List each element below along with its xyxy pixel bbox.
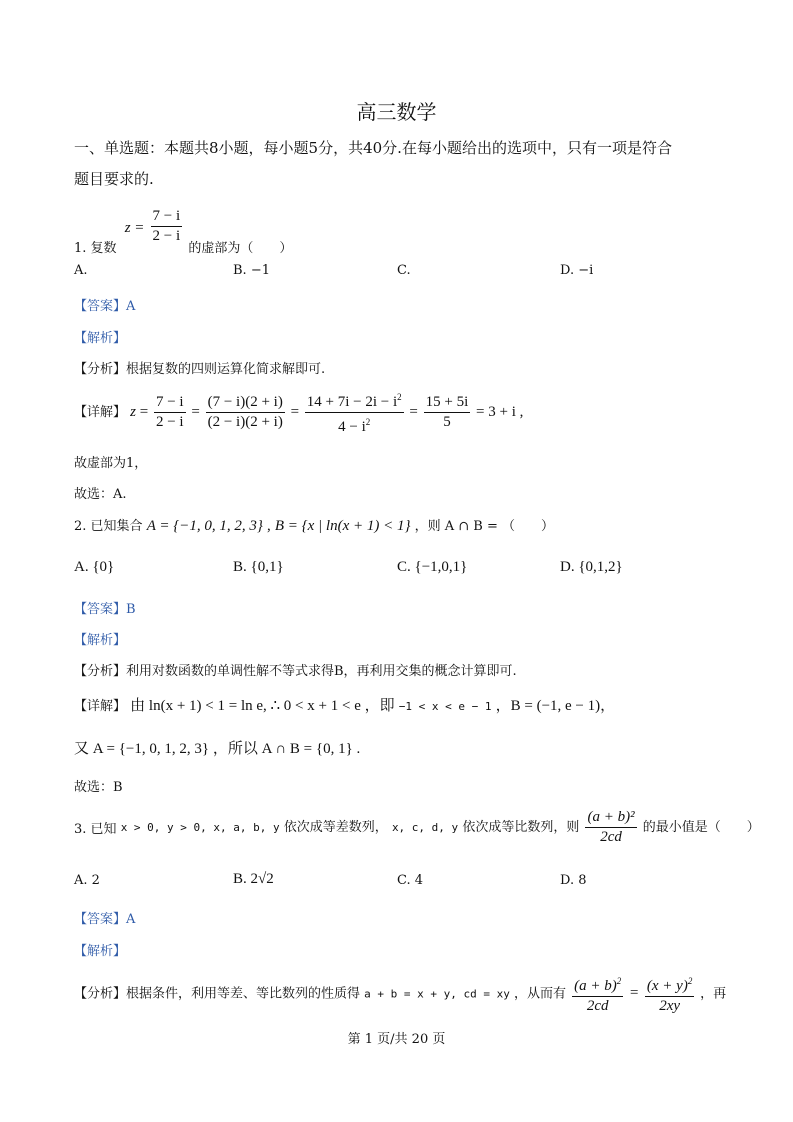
q3-mid1: 依次成等差数列， (283, 820, 388, 835)
q1-z-label: z = (124, 220, 145, 236)
q2-detail-tail: ，B = (−1, e − 1)， (495, 698, 616, 714)
q1-option-b: B. −1 (233, 263, 270, 278)
q2-option-b: B. {0,1} (233, 559, 284, 575)
q2-detail-text: 由 ln(x + 1) < 1 = ln e, ∴ 0 < x + 1 < e ，即 (130, 698, 395, 714)
q2-set-a: A = {−1, 0, 1, 2, 3} (146, 518, 263, 534)
q3-fenxi (74, 972, 726, 1016)
q3-frac-num: (a + b)² (585, 808, 636, 828)
q2-detail (74, 694, 615, 715)
q3-fenxi-small: a + b = x + y, cd = xy (364, 987, 510, 1001)
q2-option-a: A. {0} (74, 559, 115, 575)
q2-prefix: 2. 已知集合 (74, 519, 143, 534)
q3-prefix: 3. 已知 (74, 822, 117, 837)
q2-suffix: ，则 A ∩ B = （ ） (414, 519, 555, 534)
q3-fenxi-tail: ，再 (700, 986, 727, 1002)
q2-fenxi: 【分析】利用对数函数的单调性解不等式求得B，再利用交集的概念计算即可. (74, 664, 517, 679)
q1-denominator: 2 − i (152, 228, 181, 244)
q2-detail-label: 【详解】 (74, 699, 127, 714)
q1-choose: 故选：A. (74, 487, 127, 502)
q3-fenxi-mid: ，从而有 (514, 986, 567, 1002)
q2-analysis-label: 【解析】 (74, 633, 127, 648)
q3-mid2: 依次成等比数列，则 (462, 820, 580, 835)
q3-option-c: C. 4 (397, 873, 424, 888)
q3-fraction (585, 808, 636, 847)
question-2: 2. 已知集合 A = {−1, 0, 1, 2, 3} , B = {x | ln(x + 1) < 1} ，则 A ∩ B = （ ） (74, 518, 555, 534)
q3-option-d: D. 8 (560, 873, 587, 888)
q3-frac-den: 2cd (600, 829, 622, 845)
q1-fenxi: 【分析】根据复数的四则运算化简求解即可. (74, 362, 326, 377)
q1-numerator: 7 − i (151, 207, 183, 227)
q2-set-b: B = {x | ln(x + 1) < 1} (274, 518, 411, 534)
q3-fenxi-pre: 【分析】根据条件，利用等差、等比数列的性质得 (74, 986, 361, 1002)
q3-suffix: 的最小值是（ ） (642, 820, 760, 835)
section-heading-line2: 题目要求的. (74, 170, 154, 188)
q1-analysis-label: 【解析】 (74, 331, 127, 346)
q3-analysis-label: 【解析】 (74, 944, 127, 959)
q2-detail-small: −1 < x < e − 1 (398, 700, 492, 713)
q3-fenxi-fractions: $\frac{(a + b)^2}{2cd}$ = $\frac{(x + y)^2}{2xy}$ (570, 985, 700, 1001)
question-3 (74, 808, 760, 847)
q1-fraction (151, 207, 183, 246)
q1-prefix: 1. 复数 (74, 241, 117, 256)
page-title: 高三数学 (356, 100, 437, 124)
q1-derivation: z = $\frac{7 - i}{2 - i}$ = $\frac{(7 - i)(2 + i)}{(2 - i)(2 + i)}$ = $\frac{14 + 7i - 2i - i^2}{4 - i^2}$ = $\frac{15 + 5i}{5}$ = 3 + i , (130, 404, 523, 420)
q2-option-d: D. {0,1,2} (560, 559, 623, 575)
page-footer: 第 1 页/共 20 页 (347, 1032, 446, 1047)
q3-option-a: A. 2 (74, 873, 100, 888)
q1-detail (74, 388, 523, 437)
q2-line2: 又 A = {−1, 0, 1, 2, 3} ，所以 A ∩ B = {0, 1} . (74, 741, 361, 757)
q2-option-c: C. {−1,0,1} (397, 559, 468, 575)
section-heading-line1: 一、单选题：本题共8小题，每小题5分，共40分.在每小题给出的选项中，只有一项是符合 (74, 139, 672, 157)
question-1 (74, 207, 293, 256)
q3-cond1: x > 0, y > 0, x, a, b, y (120, 821, 280, 834)
q1-option-c: C. (397, 263, 411, 278)
q1-conclusion: 故虚部为1， (74, 456, 148, 471)
q1-option-d: D. −i (560, 263, 594, 278)
q3-option-b: B. 2√2 (233, 871, 274, 887)
q3-answer: 【答案】A (74, 912, 136, 927)
q1-detail-label: 【详解】 (74, 404, 127, 420)
q2-answer: 【答案】B (74, 602, 136, 617)
q1-suffix: 的虚部为（ ） (188, 241, 293, 256)
q1-option-a: A. (74, 263, 88, 278)
q2-choose: 故选：B (74, 780, 123, 795)
q1-answer: 【答案】A (74, 299, 136, 314)
q3-cond2: x, c, d, y (391, 821, 459, 834)
